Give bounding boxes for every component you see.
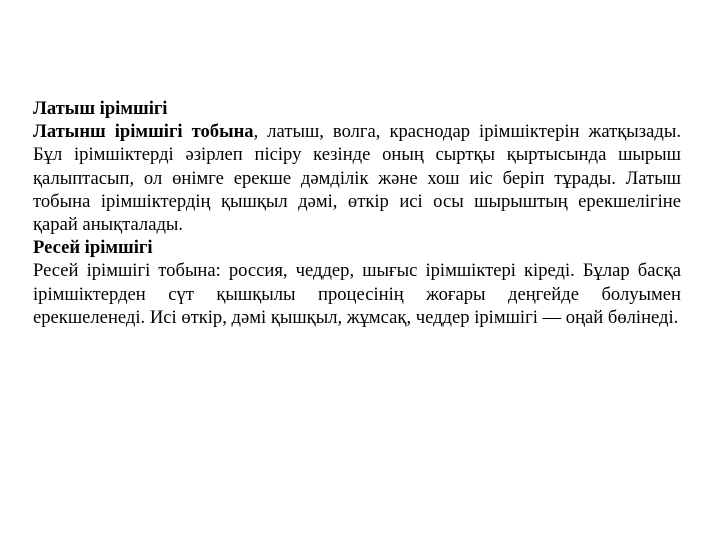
text-block <box>33 97 681 329</box>
russian-cheese-paragraph: Ресей ірімшігі тобына: россия, чеддер, шығыс ірімшіктері кіреді. Бұлар басқа ірімшіктерден сүт қышқылы процесінің жоғары деңгейде болуымен ерекшеленеді. Исі өткір, дәмі қышқыл, жұмсақ, чеддер ірімшігі — оңай бөлінеді. <box>33 260 681 328</box>
latvian-cheese-term: Латынш ірімшігі тобына <box>33 121 254 143</box>
latvian-cheese-heading: Латыш ірімшігі <box>33 98 168 119</box>
russian-cheese-heading: Ресей ірімшігі <box>33 237 153 259</box>
latvian-cheese-body: , латыш, волга, краснодар ірімшіктерін жатқызады. Бұл ірімшіктерді әзірлеп пісіру кезінде оның сыртқы қыртысында шырыш қалыптасып, ол өнімге ерекше дәмділік және хош иіс беріп тұрады. Латыш тобына ірімшіктердің қышқыл дәмі, өткір исі осы шырыштың ерекшелігіне қарай анықталады. <box>33 121 681 236</box>
latvian-cheese-paragraph <box>33 120 681 236</box>
